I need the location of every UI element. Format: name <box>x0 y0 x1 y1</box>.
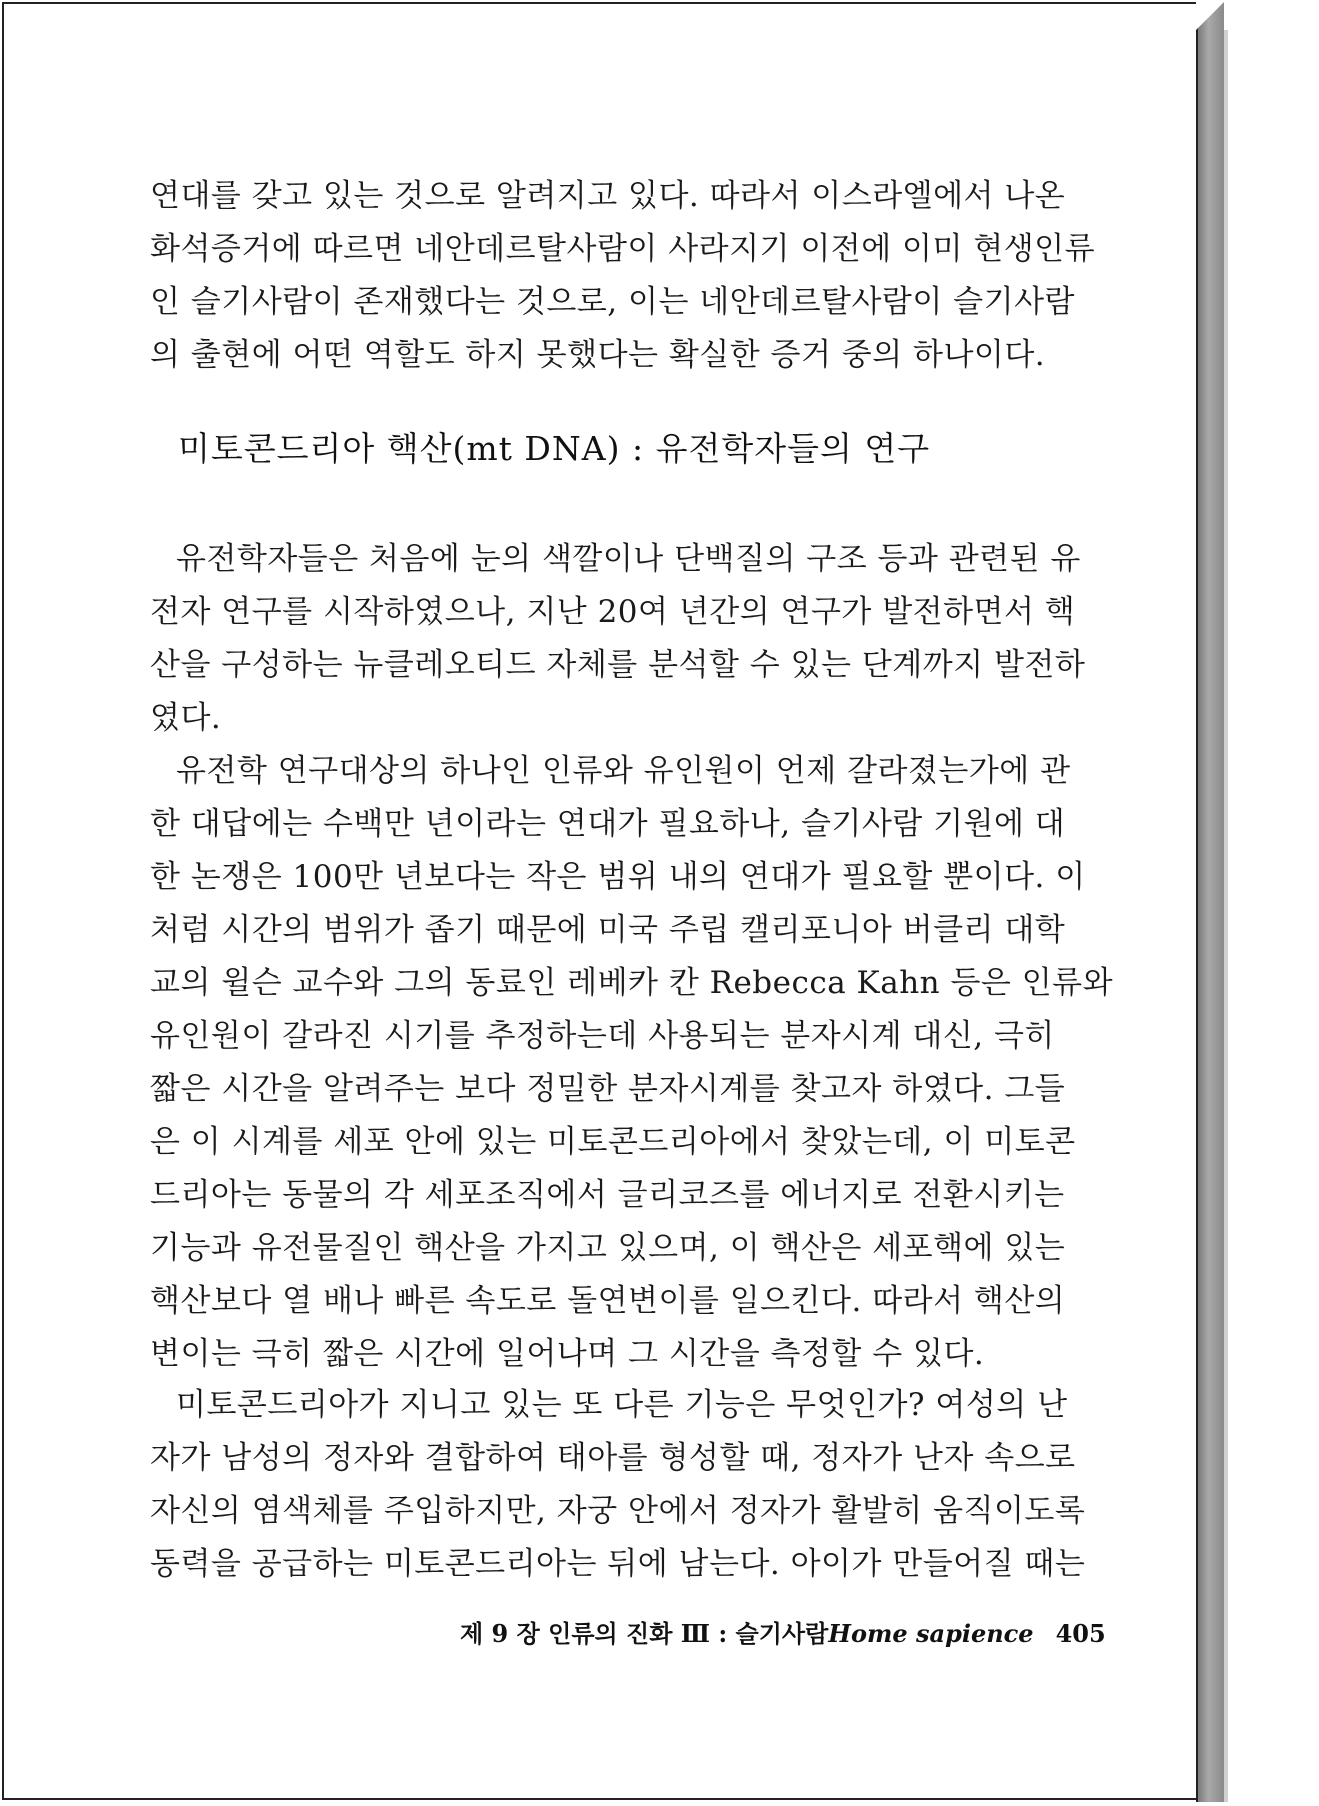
intro-paragraph <box>150 170 1096 382</box>
page-stack-edge <box>1196 2 1224 1802</box>
text-line: 핵산보다 열 배나 빠른 속도로 돌연변이를 일으킨다. 따라서 핵산의 <box>150 1283 1066 1319</box>
text-line: 교의 윌슨 교수와 그의 동료인 레베카 칸 Rebecca Kahn 등은 인류와 <box>150 965 1114 1001</box>
text-line: 산을 구성하는 뉴클레오티드 자체를 분석할 수 있는 단계까지 발전하 <box>150 647 1086 683</box>
text-line: 유인원이 갈라진 시기를 추정하는데 사용되는 분자시계 대신, 극히 <box>150 1018 1055 1054</box>
text-line: 짧은 시간을 알려주는 보다 정밀한 분자시계를 찾고자 하였다. 그들 <box>150 1071 1066 1107</box>
page-footer <box>460 1614 1106 1649</box>
text-line: 자가 남성의 정자와 결합하여 태아를 형성할 때, 정자가 난자 속으로 <box>150 1440 1076 1476</box>
page-corner-fold <box>1196 2 1224 30</box>
text-line: 기능과 유전물질인 핵산을 가지고 있으며, 이 핵산은 세포핵에 있는 <box>150 1230 1066 1266</box>
text-line: 였다. <box>150 700 222 736</box>
text-line: 한 논쟁은 100만 년보다는 작은 범위 내의 연대가 필요할 뿐이다. 이 <box>150 859 1086 895</box>
text-line: 인 슬기사람이 존재했다는 것으로, 이는 네안데르탈사람이 슬기사람 <box>150 284 1075 320</box>
paragraph-1 <box>150 533 1086 745</box>
text-line: 화석증거에 따르면 네안데르탈사람이 사라지기 이전에 이미 현생인류 <box>150 231 1096 267</box>
text-line: 자신의 염색체를 주입하지만, 자궁 안에서 정자가 활발히 움직이도록 <box>150 1493 1086 1529</box>
text-line: 유전학자들은 처음에 눈의 색깔이나 단백질의 구조 등과 관련된 유 <box>176 541 1081 577</box>
text-line: 연대를 갖고 있는 것으로 알려지고 있다. 따라서 이스라엘에서 나온 <box>150 178 1066 214</box>
running-head: 제 9 장 인류의 진화 Ⅲ : 슬기사람 <box>460 1619 829 1648</box>
text-line: 유전학 연구대상의 하나인 인류와 유인원이 언제 갈라졌는가에 관 <box>176 753 1071 789</box>
text-line: 드리아는 동물의 각 세포조직에서 글리코즈를 에너지로 전환시키는 <box>150 1177 1065 1213</box>
section-heading: 미토콘드리아 핵산(mt DNA) : 유전학자들의 연구 <box>178 429 931 468</box>
paragraph-2 <box>150 745 1114 1381</box>
latin-title: Home sapience <box>828 1619 1034 1648</box>
paragraph-3 <box>150 1379 1086 1591</box>
text-line: 처럼 시간의 범위가 좁기 때문에 미국 주립 캘리포니아 버클리 대학 <box>150 912 1066 948</box>
page-number: 405 <box>1055 1619 1106 1648</box>
text-line: 미토콘드리아가 지니고 있는 또 다른 기능은 무엇인가? 여성의 난 <box>176 1387 1068 1423</box>
text-line: 의 출현에 어떤 역할도 하지 못했다는 확실한 증거 중의 하나이다. <box>150 337 1046 373</box>
text-line: 은 이 시계를 세포 안에 있는 미토콘드리아에서 찾았는데, 이 미토콘 <box>150 1124 1076 1160</box>
text-line: 전자 연구를 시작하였으나, 지난 20여 년간의 연구가 발전하면서 핵 <box>150 594 1076 630</box>
text-line: 한 대답에는 수백만 년이라는 연대가 필요하나, 슬기사람 기원에 대 <box>150 806 1066 842</box>
text-line: 변이는 극히 짧은 시간에 일어나며 그 시간을 측정할 수 있다. <box>150 1336 985 1372</box>
text-line: 동력을 공급하는 미토콘드리아는 뒤에 남는다. 아이가 만들어질 때는 <box>150 1546 1086 1582</box>
page-shadow <box>1224 30 1228 1802</box>
